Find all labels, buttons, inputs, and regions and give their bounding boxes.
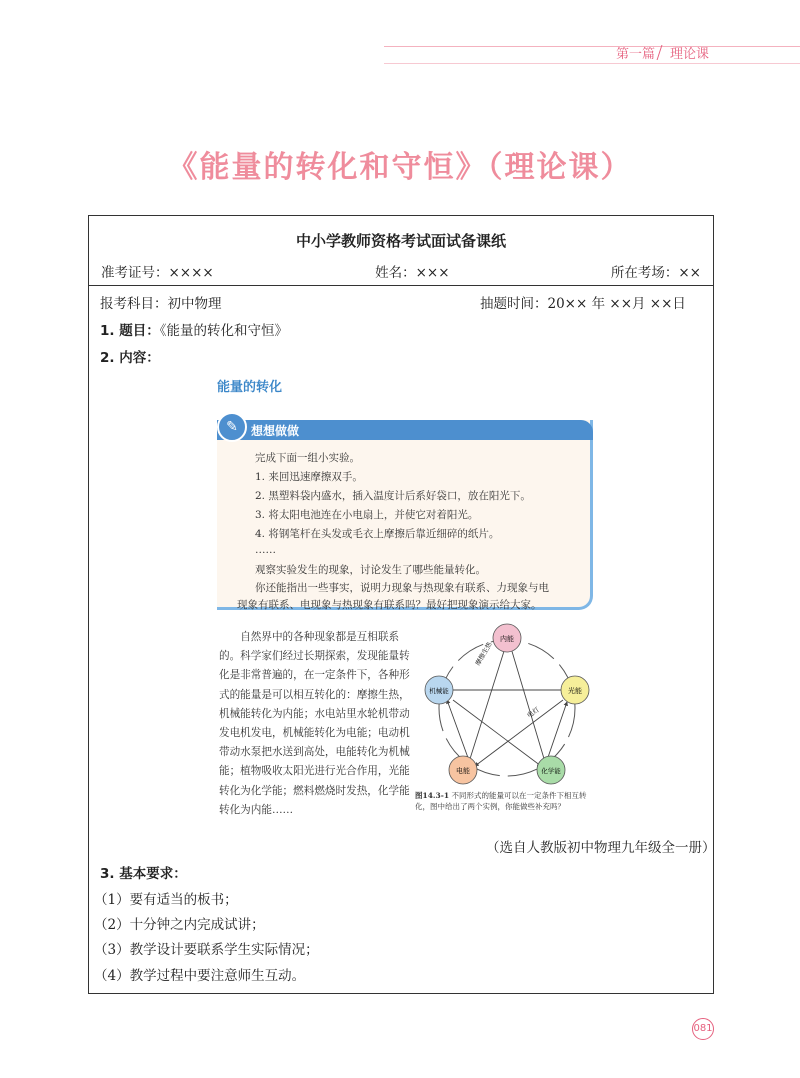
wrench-icon: ✎ bbox=[217, 412, 247, 442]
energy-conversion-diagram bbox=[417, 620, 597, 790]
requirement-item: （2）十分钟之内完成试讲； bbox=[94, 917, 265, 933]
node-internal-energy bbox=[493, 624, 521, 652]
textbook-excerpt bbox=[127, 372, 597, 822]
think-label: 想想做做 bbox=[251, 424, 300, 438]
topic-line bbox=[100, 319, 288, 339]
requirement-item: （1）要有适当的板书； bbox=[94, 892, 238, 908]
think-line: 观察实验发生的现象，讨论发生了哪些能量转化。 bbox=[255, 564, 486, 576]
svg-text:光能: 光能 bbox=[568, 687, 582, 695]
think-line: 4. 将钢笔杆在头发或毛衣上摩擦后靠近细碎的纸片。 bbox=[255, 528, 500, 540]
candidate-name: 姓名：××× bbox=[375, 265, 450, 281]
conversion-arrows bbox=[447, 648, 567, 766]
topic-label: 1. 题目： bbox=[100, 323, 160, 339]
svg-text:电能: 电能 bbox=[456, 767, 470, 775]
chapter-label bbox=[616, 43, 709, 62]
source-note: （选自人教版初中物理九年级全一册） bbox=[486, 840, 716, 856]
requirement-item: （4）教学过程中要注意师生互动。 bbox=[94, 968, 306, 984]
node-light-energy bbox=[561, 676, 589, 704]
svg-text:内能: 内能 bbox=[500, 635, 514, 643]
caption-number: 图14.3-1 bbox=[415, 791, 450, 800]
excerpt-body: 自然界中的各种现象都是互相联系的。科学家们经过长期探索，发现能量转化是非常普遍的，在一定条件下，各种形式的能量是可以相互转化的：摩擦生热，机械能转化为内能；水电站里水轮机带动发电机发电，机械能转化为电能；电动机带动水泵把水送到高处，电能转化为机械能；植物吸收太阳光进行光合作用，光能转化为化学能；燃料燃烧时发热，化学能转化为内能…… bbox=[219, 631, 410, 816]
content-label: 2. 内容： bbox=[100, 350, 160, 366]
chapter-separator-icon bbox=[657, 45, 669, 60]
think-line: …… bbox=[255, 544, 276, 556]
subject: 报考科目：初中物理 bbox=[100, 296, 222, 312]
diagram-caption bbox=[415, 790, 595, 812]
svg-text:化学能: 化学能 bbox=[541, 767, 561, 775]
think-line: 2. 黑塑料袋内盛水，插入温度计后系好袋口，放在阳光下。 bbox=[255, 490, 531, 502]
think-line: 现象有联系、电现象与热现象有联系吗？最好把现象演示给大家。 bbox=[237, 599, 542, 611]
form-header bbox=[89, 216, 713, 286]
think-line: 3. 将太阳电池连在小电扇上，并使它对着阳光。 bbox=[255, 509, 479, 521]
page-title: 《能量的转化和守恒》（理论课） bbox=[167, 150, 633, 185]
chapter-section: 理论课 bbox=[670, 47, 710, 62]
think-and-do-box bbox=[217, 420, 593, 610]
node-electric-energy bbox=[449, 756, 477, 784]
think-line: 完成下面一组小实验。 bbox=[255, 452, 360, 464]
think-line: 你还能指出一些事实，说明力现象与热现象有联系、力现象与电 bbox=[255, 582, 549, 594]
outer-ring bbox=[439, 640, 575, 776]
header-rule-lower bbox=[384, 63, 800, 64]
caption-text: 不同形式的能量可以在一定条件下相互转化，图中给出了两个实例，你能做些补充吗？ bbox=[415, 791, 587, 811]
requirement-item: （3）教学设计要联系学生实际情况； bbox=[94, 942, 319, 958]
topic-value: 《能量的转化和守恒》 bbox=[159, 323, 288, 339]
edge-label-lamp: 电灯 bbox=[525, 705, 541, 720]
chapter-part: 第一篇 bbox=[616, 47, 656, 62]
page-number: 081 bbox=[692, 1018, 714, 1040]
exam-venue: 所在考场：×× bbox=[610, 265, 701, 281]
think-line: 1. 来回迅速摩擦双手。 bbox=[255, 471, 363, 483]
header-rule bbox=[384, 46, 800, 47]
node-mechanical-energy bbox=[425, 676, 453, 704]
form-heading: 中小学教师资格考试面试备课纸 bbox=[295, 232, 506, 250]
svg-text:机械能: 机械能 bbox=[429, 687, 449, 695]
draw-time: 抽题时间：20×× 年 ××月 ××日 bbox=[480, 296, 686, 312]
exam-id: 准考证号：×××× bbox=[101, 265, 214, 281]
requirements-label: 3. 基本要求： bbox=[100, 866, 187, 882]
excerpt-section-title: 能量的转化 bbox=[217, 380, 283, 395]
edge-label-friction: 摩擦生热 bbox=[473, 640, 494, 667]
node-chemical-energy bbox=[537, 756, 565, 784]
candidate-info-row bbox=[89, 251, 713, 281]
